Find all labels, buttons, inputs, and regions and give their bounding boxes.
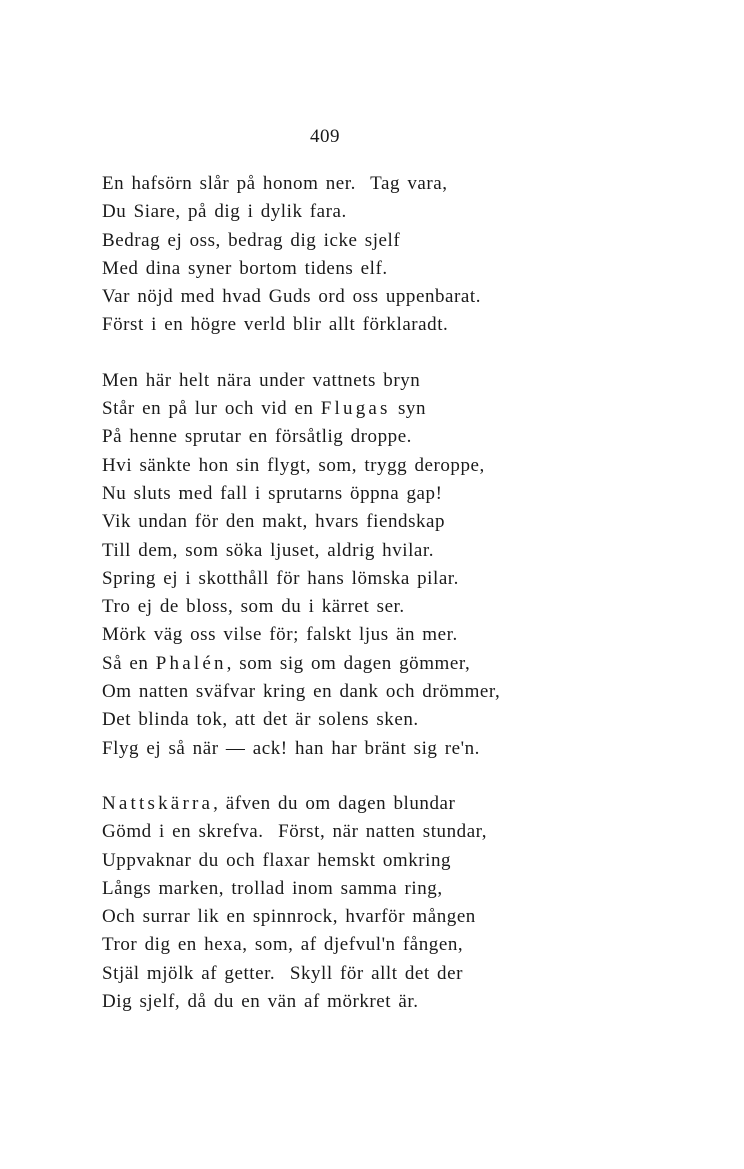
poem bbox=[102, 170, 622, 1016]
verse-line: Om natten sväfvar kring en dank och drömmer, bbox=[102, 681, 501, 703]
verse-line bbox=[102, 650, 622, 678]
verse-line: Nu sluts med fall i sprutarns öppna gap! bbox=[102, 482, 443, 504]
verse-line: Med dina syner bortom tidens elf. bbox=[102, 257, 388, 279]
verse-line: Vik undan för den makt, hvars fiendskap bbox=[102, 511, 446, 533]
stanza-3 bbox=[102, 790, 622, 1016]
verse-line: Och surrar lik en spinnrock, hvarför mången bbox=[102, 906, 476, 928]
spaced-word: Nattskärra bbox=[102, 792, 214, 814]
verse-line: Tro ej de bloss, som du i kärret ser. bbox=[102, 596, 405, 618]
verse-line: Gömd i en skrefva. Först, när natten stundar, bbox=[102, 821, 488, 843]
verse-line: Stjäl mjölk af getter. Skyll för allt det der bbox=[102, 962, 463, 984]
verse-line: Först i en högre verld blir allt förklaradt. bbox=[102, 314, 449, 336]
stanza-1 bbox=[102, 170, 622, 340]
verse-line: Hvi sänkte hon sin flygt, som, trygg deroppe, bbox=[102, 454, 485, 476]
verse-line: Mörk väg oss vilse för; falskt ljus än mer. bbox=[102, 624, 458, 646]
verse-line: Det blinda tok, att det är solens sken. bbox=[102, 709, 419, 731]
verse-line: Men här helt nära under vattnets bryn bbox=[102, 369, 421, 391]
verse-line: Dig sjelf, då du en vän af mörkret är. bbox=[102, 991, 419, 1013]
verse-line: Flyg ej så när — ack! han har bränt sig re'n. bbox=[102, 737, 480, 759]
verse-line: På henne sprutar en försåtlig droppe. bbox=[102, 426, 412, 448]
verse-line: Tror dig en hexa, som, af djefvul'n fången, bbox=[102, 934, 464, 956]
verse-text: Så en bbox=[102, 652, 156, 674]
verse-line: Till dem, som söka ljuset, aldrig hvilar. bbox=[102, 539, 435, 561]
verse-line: Spring ej i skotthåll för hans lömska pilar. bbox=[102, 567, 459, 589]
verse-line: Var nöjd med hvad Guds ord oss uppenbarat. bbox=[102, 286, 482, 308]
verse-line: Uppvaknar du och flaxar hemskt omkring bbox=[102, 849, 452, 871]
verse-line: Långs marken, trollad inom samma ring, bbox=[102, 877, 443, 899]
verse-line: Bedrag ej oss, bedrag dig icke sjelf bbox=[102, 229, 401, 251]
verse-line: En hafsörn slår på honom ner. Tag vara, bbox=[102, 173, 448, 194]
verse-text: , som sig om dagen gömmer, bbox=[226, 652, 471, 674]
page-number: 409 bbox=[310, 126, 340, 147]
verse-text: syn bbox=[390, 398, 427, 420]
verse-text: Står en på lur och vid en bbox=[102, 398, 321, 420]
verse-line bbox=[102, 395, 622, 423]
verse-line bbox=[102, 790, 622, 818]
verse-line: Du Siare, på dig i dylik fara. bbox=[102, 201, 347, 223]
spaced-word: Flugas bbox=[320, 398, 391, 420]
spaced-word: Phalén bbox=[155, 652, 227, 674]
verse-text: , äfven du om dagen blundar bbox=[213, 792, 456, 814]
stanza-2 bbox=[102, 367, 622, 763]
